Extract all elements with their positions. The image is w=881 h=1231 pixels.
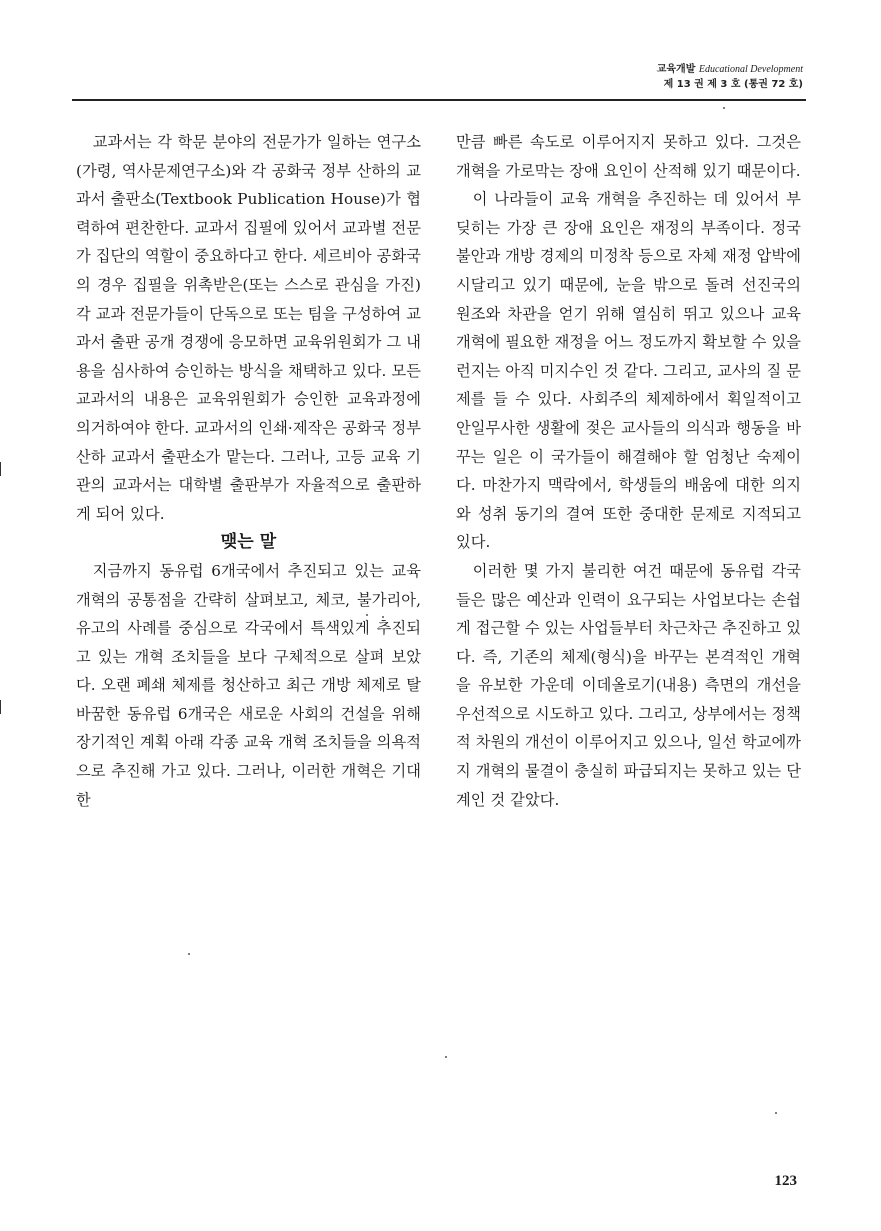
header-rule — [72, 99, 806, 101]
scan-edge-mark — [0, 700, 1, 714]
scan-speck — [445, 1056, 447, 1058]
journal-title-ko: 교육개발 — [656, 64, 696, 75]
journal-title — [657, 62, 803, 77]
scan-speck — [723, 107, 725, 109]
right-column — [456, 128, 801, 814]
volume-issue: 제 13 권 제 3 호 (통권 72 호) — [663, 79, 803, 90]
right-paragraph-3: 이러한 몇 가지 불리한 여건 때문에 동유럽 각국들은 많은 예산과 인력이 요구되는 사업보다는 손쉽게 접근할 수 있는 사업들부터 차근차근 추진하고 있다. 즉, 기존의 체제(형식)을 바꾸는 본격적인 개혁을 유보한 가운데 이데올로기(내용) 측면의 개선을 우선적으로 시도하고 있다. 그리고, 상부에서는 정책적 차원의 개선이 이루어지고 있으나, 일선 학교에까지 개혁의 물결이 충실히 파급되지는 못하고 있는 단계인 것 같았다. — [456, 561, 801, 809]
left-paragraph-1: 교과서는 각 학문 분야의 전문가가 일하는 연구소(가령, 역사문제연구소)와 각 공화국 정부 산하의 교과서 출판소(Textbook Publication House)가 협력하여 편찬한다. 교과서 집필에 있어서 교과별 전문가 집단의 역할이 중요하다고 한다. 세르비아 공화국의 경우 집필을 위촉받은(또는 스스로 관심을 가진) 각 교과 전문가들이 단독으로 또는 팀을 구성하여 교과서 출판 공개 경쟁에 응모하면 교육위원회가 그 내용을 심사하여 승인하는 방식을 채택하고 있다. 모든 교과서의 내용은 교육위원회가 승인한 교육과정에 의거하여야 한다. 교과서의 인쇄·제작은 공화국 정부 산하 교과서 출판소가 맡는다. 그러나, 고등 교육 기관의 교과서는 대학별 출판부가 자율적으로 출판하게 되어 있다. — [76, 133, 421, 523]
running-header — [657, 62, 803, 92]
left-paragraph-2: 지금까지 동유럽 6개국에서 추진되고 있는 교육 개혁의 공통점을 간략히 살펴보고, 체코, 불가리아, 유고의 사례를 중심으로 각국에서 특색있게 추진되고 있는 개혁 조치들을 보다 구체적으로 살펴 보았다. 오랜 폐쇄 체제를 청산하고 최근 개방 체제로 탈바꿈한 동유럽 6개국은 새로운 사회의 건설을 위해 장기적인 계획 아래 각종 교육 개혁 조치들을 의욕적으로 추진해 가고 있다. 그러나, 이러한 개혁은 기대한 — [76, 561, 421, 809]
page-number: 123 — [774, 1173, 797, 1189]
scan-speck — [382, 616, 384, 618]
scan-edge-mark — [0, 462, 1, 476]
right-paragraph-2: 이 나라들이 교육 개혁을 추진하는 데 있어서 부딪히는 가장 큰 장애 요인은 재정의 부족이다. 정국 불안과 개방 경제의 미정착 등으로 자체 재정 압박에 시달리고 있기 때문에, 눈을 밖으로 돌려 선진국의 원조와 차관을 얻기 위해 열심히 뛰고 있으나 교육 개혁에 필요한 재정을 어느 정도까지 확보할 수 있을런지는 아직 미지수인 것 같다. 그리고, 교사의 질 문제를 들 수 있다. 사회주의 체제하에서 획일적이고 안일무사한 생활에 젖은 교사들의 의식과 행동을 바꾸는 일은 이 국가들이 해결해야 할 엄청난 숙제이다. 마찬가지 맥락에서, 학생들의 배움에 대한 의지와 성취 동기의 결여 또한 중대한 문제로 지적되고 있다. — [456, 190, 801, 552]
scan-speck — [775, 1112, 777, 1114]
scan-speck — [366, 614, 368, 616]
right-paragraph-1: 만큼 빠른 속도로 이루어지지 못하고 있다. 그것은 개혁을 가로막는 장애 요인이 산적해 있기 때문이다. — [456, 133, 801, 180]
journal-title-en: Educational Development — [698, 64, 803, 75]
scan-speck — [188, 953, 190, 955]
left-column — [76, 128, 421, 814]
section-heading: 맺는 말 — [220, 532, 277, 553]
